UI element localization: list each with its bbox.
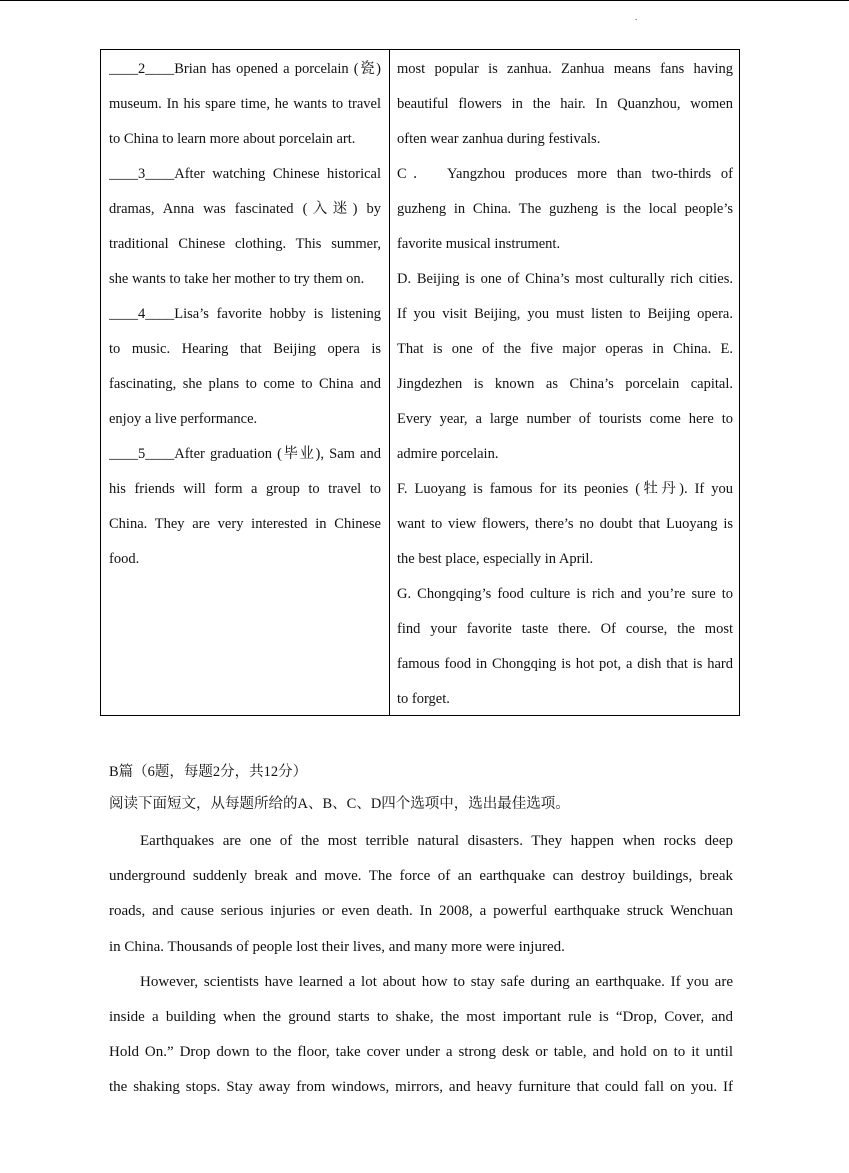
section-heading: B篇（6题，每题2分，共12分） [109,764,308,780]
table-left-line: enjoy a live performance. [109,411,258,427]
table-right-line: the best place, especially in April. [397,551,594,567]
table-left-line: museum. In his spare time, he wants to travel [109,96,381,112]
passage-line: underground suddenly break and move. The force of an earthquake can destroy buildings, break [109,868,733,885]
table-right-line: beautiful flowers in the hair. In Quanzhou, women [397,96,733,112]
table-left-line: food. [109,551,140,567]
table-right-line: C． Yangzhou produces more than two-thirds of [397,166,733,182]
passage-line: Hold On.” Drop down to the floor, take cover under a strong desk or table, and hold on to it until [109,1044,733,1061]
section-instruction: 阅读下面短文，从每题所给的A、B、C、D四个选项中，选出最佳选项。 [109,796,570,812]
table-left-line: to China to learn more about porcelain art. [109,131,356,147]
table-left-line: his friends will form a group to travel to [109,481,381,497]
table-right-line: want to view flowers, there’s no doubt that Luoyang is [397,516,733,532]
table-left-line: traditional Chinese clothing. This summer, [109,236,381,252]
table-right-line: often wear zanhua during festivals. [397,131,601,147]
table-left-line: she wants to take her mother to try them on. [109,271,365,287]
table-left-line: dramas, Anna was fascinated (入迷) by [109,201,381,217]
table-right-line: favorite musical instrument. [397,236,561,252]
table-left-line: fascinating, she plans to come to China and [109,376,381,392]
table-right-line: That is one of the five major operas in China. E. [397,341,733,357]
table-right-line: D. Beijing is one of China’s most culturally rich cities. [397,271,733,287]
table-right-line: Jingdezhen is known as China’s porcelain capital. [397,376,733,392]
table-left-line: ____5____After graduation (毕业), Sam and [109,446,381,462]
table-right-line: If you visit Beijing, you must listen to Beijing opera. [397,306,733,322]
passage-line: in China. Thousands of people lost their lives, and many more were injured. [109,938,565,955]
table-left-line: ____4____Lisa’s favorite hobby is listening [109,306,381,322]
table-left-line: China. They are very interested in Chinese [109,516,381,532]
passage-line: However, scientists have learned a lot about how to stay safe during an earthquake. If you are [140,973,733,990]
page-top-border [0,0,849,1]
table-right-line: most popular is zanhua. Zanhua means fans having [397,61,733,77]
table-right-line: F. Luoyang is famous for its peonies (牡丹). If you [397,481,733,497]
passage-line: roads, and cause serious injuries or even death. In 2008, a powerful earthquake struck Wenchuan [109,903,733,920]
passage-line: inside a building when the ground starts to shake, the most important rule is “Drop, Cover, and [109,1008,733,1025]
table-right-line: G. Chongqing’s food culture is rich and you’re sure to [397,586,733,602]
matching-table [100,49,740,716]
table-right-line: famous food in Chongqing is hot pot, a dish that is hard [397,656,733,672]
table-left-column [109,52,381,577]
table-left-line: to music. Hearing that Beijing opera is [109,341,381,357]
table-left-line: ____3____After watching Chinese historical [109,166,381,182]
passage-line: Earthquakes are one of the most terrible natural disasters. They happen when rocks deep [140,833,733,849]
section-b-header [109,756,733,820]
table-right-line: to forget. [397,691,450,707]
page-top-mark: . [635,12,638,22]
table-right-line: find your favorite taste there. Of course, the most [397,621,733,637]
table-right-column [397,52,733,717]
table-left-line: ____2____Brian has opened a porcelain (瓷) [109,61,381,77]
table-column-divider [389,50,390,715]
passage-line: the shaking stops. Stay away from windows, mirrors, and heavy furniture that could fall on you. If [109,1079,733,1096]
reading-passage [109,824,733,1106]
table-right-line: Every year, a large number of tourists come here to [397,411,733,427]
table-right-line: guzheng in China. The guzheng is the local people’s [397,201,733,217]
table-right-line: admire porcelain. [397,446,499,462]
